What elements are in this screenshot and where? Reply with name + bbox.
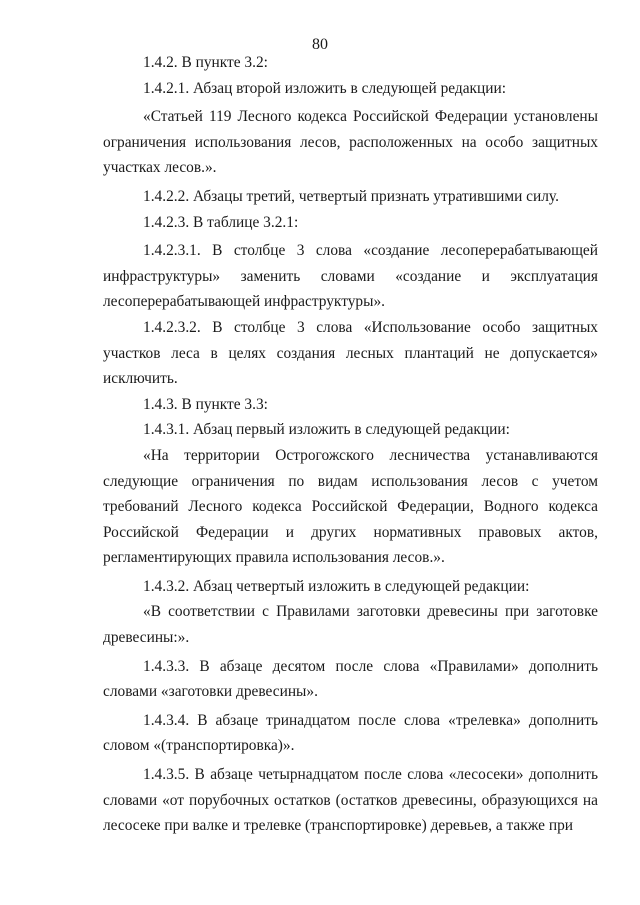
paragraph-1-4-3-1: 1.4.3.1. Абзац первый изложить в следующей редакции: <box>143 421 510 439</box>
document-body <box>103 50 598 839</box>
paragraph-1-4-2-2: 1.4.2.2. Абзацы третий, четвертый признать утратившими силу. <box>143 187 559 205</box>
paragraph-1-4-2-1: 1.4.2.1. Абзац второй изложить в следующей редакции: <box>143 79 507 97</box>
paragraph-1-4-2-3-2: 1.4.2.3.2. В столбце 3 слова «Использование особо защитных участков леса в целях создания лесных плантаций не допускается» исключить. <box>103 318 598 388</box>
paragraph-1-4-3-2: 1.4.3.2. Абзац четвертый изложить в следующей редакции: <box>143 577 530 595</box>
paragraph-quote-article-119: «Статьей 119 Лесного кодекса Российской Федерации установлены ограничения использования лесов, расположенных на особо защитных участках лесов.». <box>103 108 598 177</box>
paragraph-1-4-3-4: 1.4.3.4. В абзаце тринадцатом после слова «трелевка» дополнить словом «(транспортировка)». <box>103 711 598 755</box>
paragraph-quote-rules: «В соответствии с Правилами заготовки древесины при заготовке древесины:». <box>103 603 598 647</box>
page-number: 80 <box>312 36 328 53</box>
paragraph-1-4-3-5: 1.4.3.5. В абзаце четырнадцатом после слова «лесосеки» дополнить словами «от порубочных остатков (остатков древесины, образующихся на лесосеке при валке и трелевке (транспортировке) деревьев, а также при <box>103 766 598 835</box>
paragraph-1-4-2-3-1: 1.4.2.3.1. В столбце 3 слова «создание лесоперерабатывающей инфраструктуры» заменить словами «создание и эксплуатация лесоперерабатывающей инфраструктуры». <box>103 242 598 311</box>
paragraph-1-4-2-3: 1.4.2.3. В таблице 3.2.1: <box>143 213 299 231</box>
paragraph-1-4-3-3: 1.4.3.3. В абзаце десятом после слова «Правилами» дополнить словами «заготовки древесины». <box>103 657 598 701</box>
paragraph-quote-ostrogozhsk: «На территории Острогожского лесничества устанавливаются следующие ограничения по видам использования лесов с учетом требований Лесного кодекса Российской Федерации, Водного кодекса Российской Федерации и других нормативных правовых актов, регламентирующих правила использования лесов.». <box>103 446 598 567</box>
paragraph-1-4-2: 1.4.2. В пункте 3.2: <box>143 54 268 71</box>
paragraph-1-4-3: 1.4.3. В пункте 3.3: <box>143 395 268 413</box>
